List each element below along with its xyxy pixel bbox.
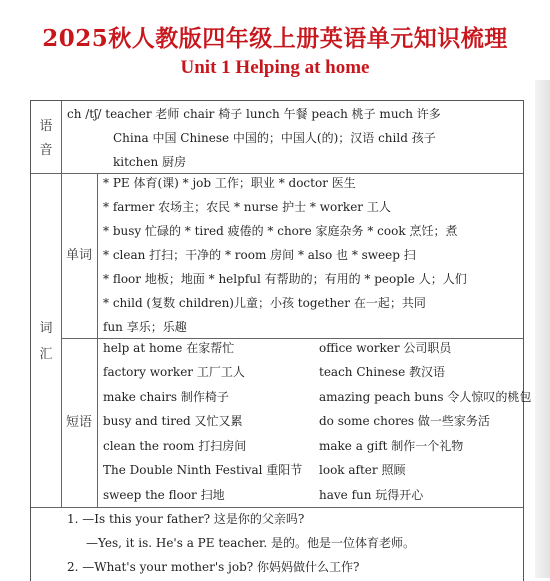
phrase-left: sweep the floor 扫地 [103,488,225,502]
page-edge-shadow [535,80,550,578]
phrase-left: factory worker 工厂工人 [103,365,245,379]
category-label-vocab-1: 词 [39,321,53,336]
phrase-left: clean the room 打扫房间 [103,439,247,453]
category-label-vocab-2: 汇 [39,347,53,362]
knowledge-table [30,100,532,581]
column-divider [61,101,62,507]
word-line: * busy 忙碌的 * tired 疲倦的 * chore 家庭杂务 * cook 烹饪；煮 [103,224,458,238]
words-label: 单词 [65,248,92,263]
phrases-label: 短语 [65,415,92,430]
phrase-right: amazing peach buns 令人惊叹的桃包 [319,390,532,404]
phrase-right: have fun 玩得开心 [319,488,424,502]
phrase-right: do some chores 做一些家务活 [319,414,490,428]
phrase-right: teach Chinese 教汉语 [319,365,445,379]
subcolumn-divider [97,173,98,507]
word-line: * child (复数 children)儿童；小孩 together 在一起；共同 [103,296,426,310]
word-line: * floor 地板；地面 * helpful 有帮助的；有用的 * people 人；人们 [103,272,467,286]
row-divider [31,507,523,508]
category-label-phonics-2: 音 [39,143,53,158]
phrase-left: The Double Ninth Festival 重阳节 [103,463,303,477]
phrase-left: busy and tired 又忙又累 [103,414,243,428]
phrase-right: office worker 公司职员 [319,341,452,355]
word-line: fun 享乐；乐趣 [103,320,187,334]
word-line: * PE 体育(课) * job 工作；职业 * doctor 医生 [103,176,356,190]
word-line: * clean 打扫；干净的 * room 房间 * also 也 * sweep 扫 [103,248,416,262]
phonics-line: ch /tʃ/ teacher 老师 chair 椅子 lunch 午餐 peach 桃子 much 许多 [67,107,441,121]
document-title: 2025秋人教版四年级上册英语单元知识梳理 [42,25,508,52]
phrase-left: make chairs 制作椅子 [103,390,229,404]
phonics-line: China 中国 Chinese 中国的；中国人(的)；汉语 child 孩子 [113,131,436,145]
category-label-phonics-1: 语 [39,119,53,134]
sentence-line: 2. —What's your mother's job? 你妈妈做什么工作? [67,560,360,574]
word-line: * farmer 农场主；农民 * nurse 护士 * worker 工人 [103,200,391,214]
sentence-line: 1. —Is this your father? 这是你的父亲吗? [67,512,305,526]
phrase-left: help at home 在家帮忙 [103,341,235,355]
unit-subtitle: Unit 1 Helping at home [180,57,370,78]
sentence-line: —Yes, it is. He's a PE teacher. 是的。他是一位体育老师。 [86,536,415,550]
phrase-right: make a gift 制作一个礼物 [319,439,464,453]
phrase-right: look after 照顾 [319,463,406,477]
phonics-line: kitchen 厨房 [113,155,187,169]
